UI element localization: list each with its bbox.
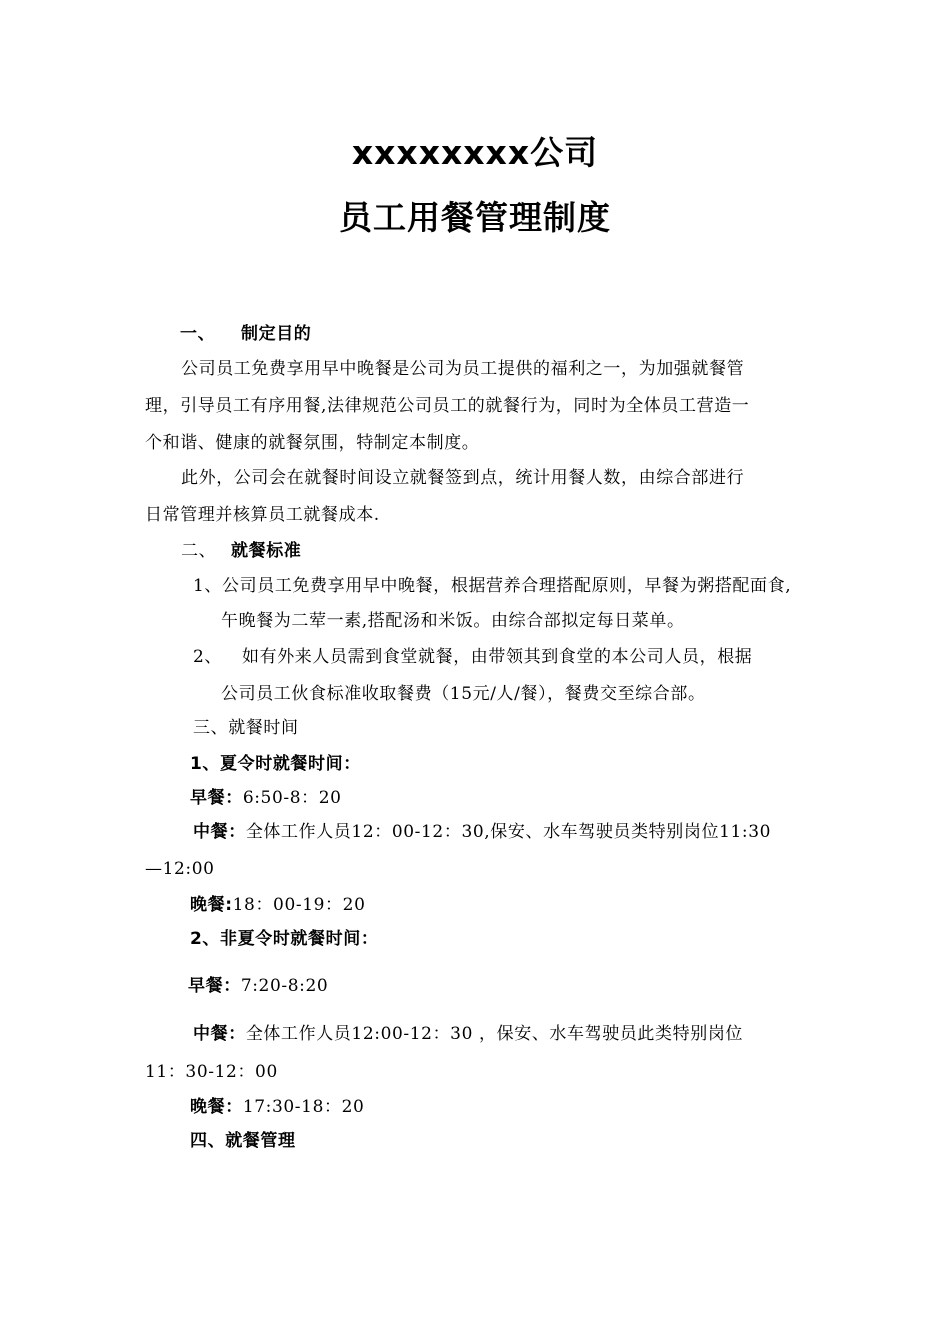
section4-heading: 四、就餐管理: [190, 1131, 296, 1151]
section2-number: 二、: [181, 541, 217, 561]
summer-time-heading: 1、夏令时就餐时间：: [190, 754, 361, 774]
non-summer-dinner-label: 晚餐：: [190, 1097, 243, 1117]
section1-para1-line1: 公司员工免费享用早中晚餐是公司为员工提供的福利之一，为加强就餐管: [181, 359, 745, 379]
non-summer-lunch-label: 中餐：: [193, 1024, 246, 1044]
section2-item1-line1: 1、公司员工免费享用早中晚餐，根据营养合理搭配原则，早餐为粥搭配面食,: [193, 576, 792, 596]
section3-heading: 三、就餐时间: [193, 718, 299, 738]
non-summer-lunch: [193, 1022, 743, 1046]
section2-heading: 就餐标准: [231, 541, 302, 561]
summer-lunch-continued: —12:00: [145, 859, 215, 879]
non-summer-time-heading: 2、非夏令时就餐时间：: [190, 929, 379, 949]
section1-para2-line2: 日常管理并核算员工就餐成本.: [145, 505, 380, 525]
summer-dinner-time: 18：00-19：20: [232, 895, 366, 915]
non-summer-lunch-text: 全体工作人员12:00-12：30 ，保安、水车驾驶员此类特别岗位: [245, 1024, 744, 1044]
summer-breakfast-time: 6:50-8：20: [242, 788, 342, 808]
section2-item2-line1: 如有外来人员需到食堂就餐，由带领其到食堂的本公司人员，根据: [242, 647, 753, 667]
section2-item2-number: 2、: [193, 647, 223, 667]
summer-lunch-text: 全体工作人员12：00-12：30,保安、水车驾驶员类特别岗位11:30: [245, 822, 772, 842]
summer-breakfast: [190, 786, 342, 810]
document-title-company: xxxxxxxx公司: [351, 133, 599, 172]
non-summer-breakfast: [188, 974, 328, 998]
section1-para1-line3: 个和谐、健康的就餐氛围，特制定本制度。: [145, 433, 480, 453]
section1-para2-line1: 此外，公司会在就餐时间设立就餐签到点，统计用餐人数，由综合部进行: [181, 468, 745, 488]
summer-dinner: [190, 893, 365, 917]
non-summer-breakfast-label: 早餐：: [188, 976, 241, 996]
section2-item1-line2: 午晚餐为二荤一素,搭配汤和米饭。由综合部拟定每日菜单。: [221, 611, 685, 631]
summer-lunch: [193, 820, 771, 844]
non-summer-dinner: [190, 1095, 364, 1119]
summer-breakfast-label: 早餐：: [190, 788, 243, 808]
non-summer-breakfast-time: 7:20-8:20: [240, 976, 329, 996]
section1-number: 一、: [180, 324, 216, 344]
section1-heading: 制定目的: [241, 324, 312, 344]
summer-lunch-label: 中餐：: [193, 822, 246, 842]
non-summer-dinner-time: 17:30-18：20: [242, 1097, 365, 1117]
non-summer-lunch-continued: 11：30-12：00: [145, 1062, 278, 1082]
document-title-policy: 员工用餐管理制度: [339, 198, 611, 237]
section1-para1-line2: 理，引导员工有序用餐,法律规范公司员工的就餐行为，同时为全体员工营造一: [145, 396, 750, 416]
section2-item2-line2: 公司员工伙食标准收取餐费（15元/人/餐），餐费交至综合部。: [221, 684, 706, 704]
summer-dinner-label: 晚餐:: [190, 895, 233, 915]
